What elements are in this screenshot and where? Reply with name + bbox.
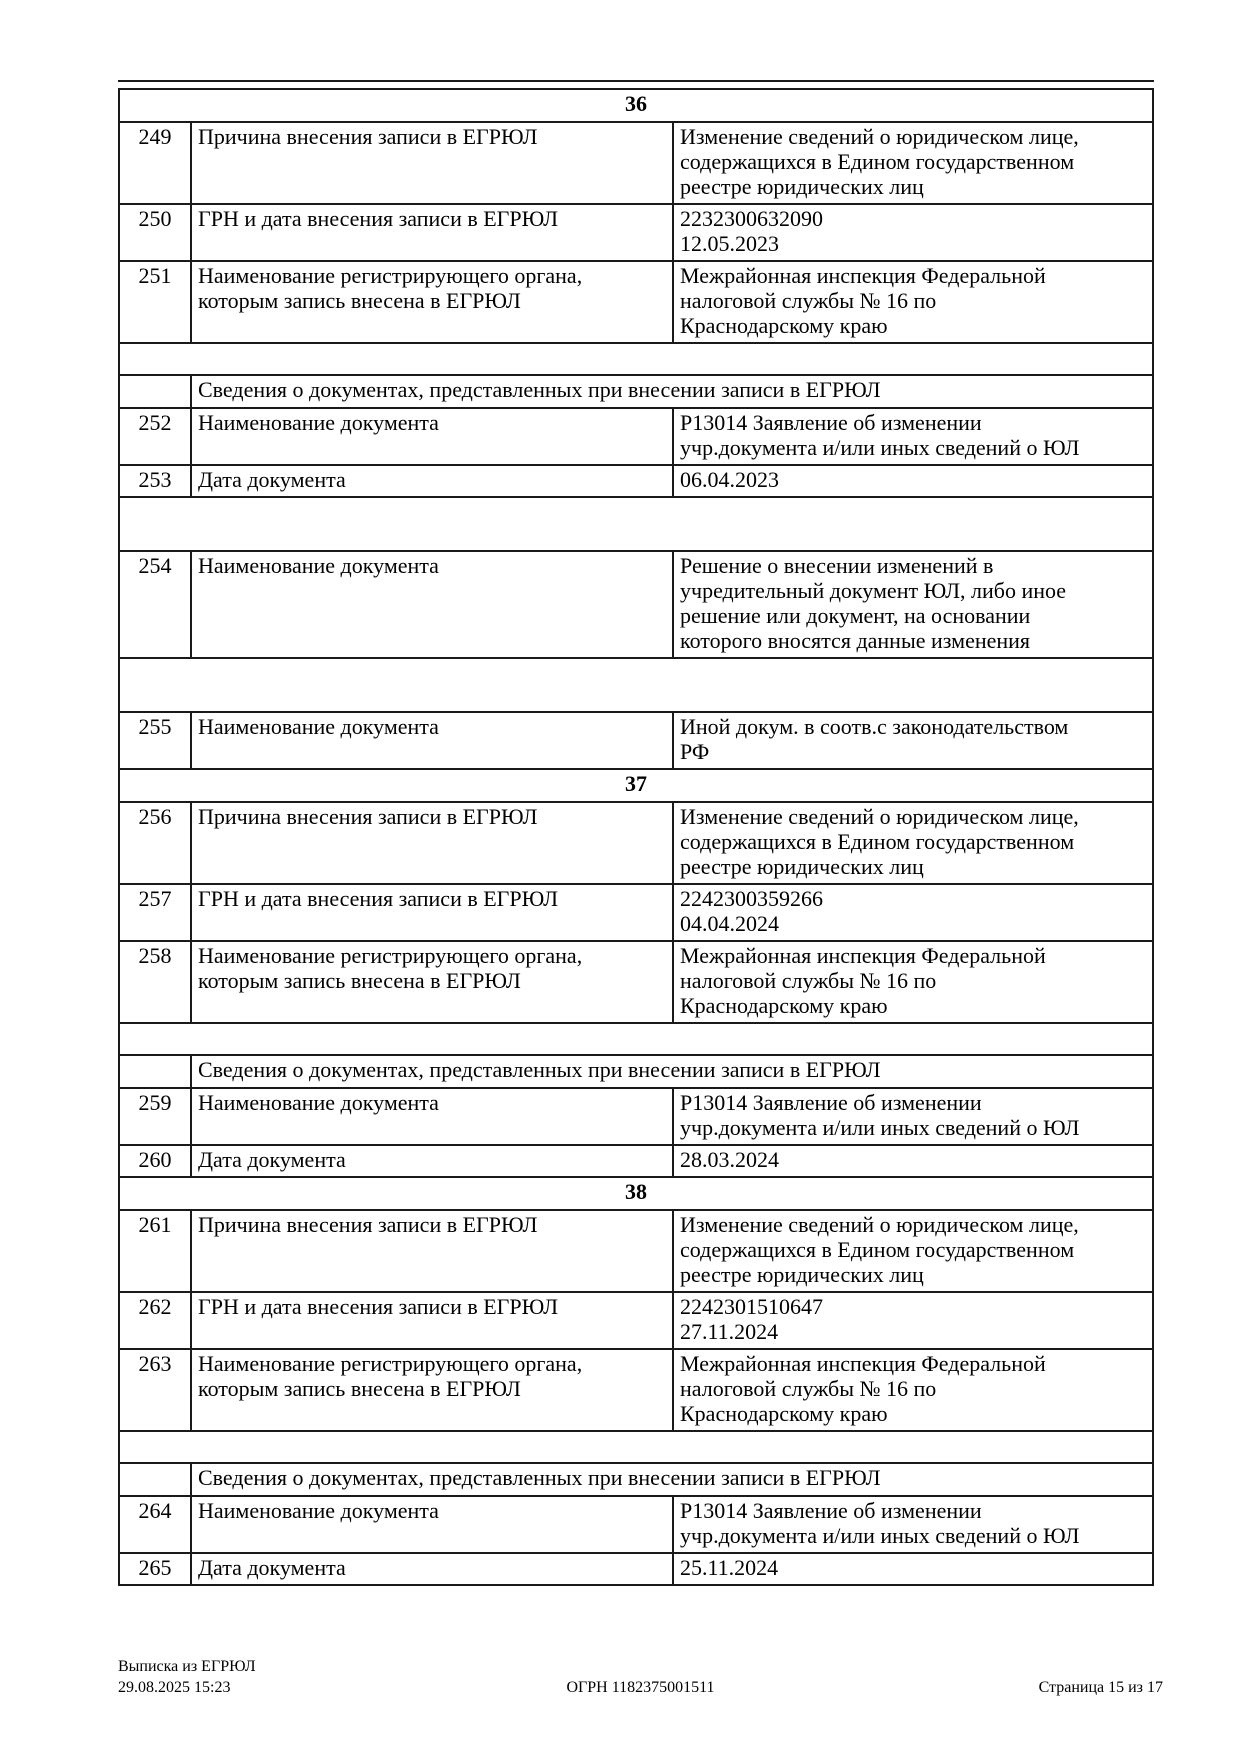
spacer-cell — [119, 343, 1153, 375]
row-label: Наименование регистрирующего органа, которым запись внесена в ЕГРЮЛ — [191, 261, 673, 343]
row-number: 264 — [119, 1496, 191, 1553]
row-number: 261 — [119, 1210, 191, 1292]
spacer-row — [119, 658, 1153, 712]
page-top-rule — [118, 80, 1154, 82]
subheader-label: Сведения о документах, представленных при внесении записи в ЕГРЮЛ — [191, 375, 1153, 408]
table-row-264 — [119, 1496, 1153, 1553]
section-number: 37 — [119, 769, 1153, 802]
row-value: Иной докум. в соотв.с законодательством РФ — [673, 712, 1153, 769]
row-label: Наименование документа — [191, 1496, 673, 1553]
section-header-row — [119, 89, 1153, 122]
row-label: Дата документа — [191, 1145, 673, 1177]
row-label: Причина внесения записи в ЕГРЮЛ — [191, 802, 673, 884]
row-number: 259 — [119, 1088, 191, 1145]
table-row-253 — [119, 465, 1153, 497]
row-label: ГРН и дата внесения записи в ЕГРЮЛ — [191, 204, 673, 261]
section-number: 38 — [119, 1177, 1153, 1210]
row-number: 252 — [119, 408, 191, 465]
row-label: Наименование регистрирующего органа, которым запись внесена в ЕГРЮЛ — [191, 1349, 673, 1431]
row-label: Наименование документа — [191, 408, 673, 465]
spacer-cell — [119, 658, 1153, 712]
row-label: Причина внесения записи в ЕГРЮЛ — [191, 122, 673, 204]
row-label: Причина внесения записи в ЕГРЮЛ — [191, 1210, 673, 1292]
row-value: 28.03.2024 — [673, 1145, 1153, 1177]
row-value: Межрайонная инспекция Федеральной налоговой службы № 16 по Краснодарскому краю — [673, 941, 1153, 1023]
row-number: 249 — [119, 122, 191, 204]
row-number: 260 — [119, 1145, 191, 1177]
row-number: 262 — [119, 1292, 191, 1349]
table-row-254 — [119, 551, 1153, 658]
row-number: 257 — [119, 884, 191, 941]
table-row-257 — [119, 884, 1153, 941]
row-label: Дата документа — [191, 465, 673, 497]
subheader-num-cell — [119, 1463, 191, 1496]
subheader-row — [119, 1463, 1153, 1496]
footer-datetime: 29.08.2025 15:23 — [118, 1679, 231, 1696]
row-value: 2232300632090 12.05.2023 — [673, 204, 1153, 261]
row-value: 2242301510647 27.11.2024 — [673, 1292, 1153, 1349]
row-label: ГРН и дата внесения записи в ЕГРЮЛ — [191, 884, 673, 941]
spacer-row — [119, 1023, 1153, 1055]
table-row-250 — [119, 204, 1153, 261]
page-footer — [118, 1656, 1163, 1698]
row-number: 253 — [119, 465, 191, 497]
footer-doc-title: Выписка из ЕГРЮЛ — [118, 1658, 256, 1675]
spacer-cell — [119, 1023, 1153, 1055]
footer-page-number: Страница 15 из 17 — [1038, 1679, 1163, 1696]
table-row-261 — [119, 1210, 1153, 1292]
spacer-row — [119, 343, 1153, 375]
row-label: Дата документа — [191, 1553, 673, 1585]
row-value: Изменение сведений о юридическом лице, содержащихся в Едином государственном реестре юридических лиц — [673, 802, 1153, 884]
footer-ogrn: ОГРН 1182375001511 — [566, 1679, 715, 1696]
egrul-table — [118, 88, 1154, 1586]
row-label: Наименование документа — [191, 551, 673, 658]
table-row-263 — [119, 1349, 1153, 1431]
table-row-265 — [119, 1553, 1153, 1585]
row-number: 258 — [119, 941, 191, 1023]
row-number: 251 — [119, 261, 191, 343]
table-row-260 — [119, 1145, 1153, 1177]
row-value: Р13014 Заявление об изменении учр.документа и/или иных сведений о ЮЛ — [673, 1088, 1153, 1145]
row-number: 254 — [119, 551, 191, 658]
table-row-258 — [119, 941, 1153, 1023]
subheader-num-cell — [119, 375, 191, 408]
row-number: 265 — [119, 1553, 191, 1585]
table-row-249 — [119, 122, 1153, 204]
row-label: Наименование документа — [191, 1088, 673, 1145]
table-row-262 — [119, 1292, 1153, 1349]
subheader-num-cell — [119, 1055, 191, 1088]
subheader-row — [119, 375, 1153, 408]
section-header-row — [119, 1177, 1153, 1210]
section-header-row — [119, 769, 1153, 802]
row-value: Р13014 Заявление об изменении учр.документа и/или иных сведений о ЮЛ — [673, 408, 1153, 465]
table-row-252 — [119, 408, 1153, 465]
row-value: Межрайонная инспекция Федеральной налоговой службы № 16 по Краснодарскому краю — [673, 1349, 1153, 1431]
row-number: 255 — [119, 712, 191, 769]
spacer-row — [119, 497, 1153, 551]
egrul-table-body — [119, 89, 1153, 1585]
row-value: 06.04.2023 — [673, 465, 1153, 497]
row-label: Наименование документа — [191, 712, 673, 769]
table-row-256 — [119, 802, 1153, 884]
table-row-255 — [119, 712, 1153, 769]
subheader-label: Сведения о документах, представленных при внесении записи в ЕГРЮЛ — [191, 1055, 1153, 1088]
row-value: 2242300359266 04.04.2024 — [673, 884, 1153, 941]
row-value: 25.11.2024 — [673, 1553, 1153, 1585]
row-number: 256 — [119, 802, 191, 884]
row-value: Межрайонная инспекция Федеральной налоговой службы № 16 по Краснодарскому краю — [673, 261, 1153, 343]
spacer-cell — [119, 497, 1153, 551]
row-number: 263 — [119, 1349, 191, 1431]
row-label: Наименование регистрирующего органа, которым запись внесена в ЕГРЮЛ — [191, 941, 673, 1023]
row-value: Решение о внесении изменений в учредительный документ ЮЛ, либо иное решение или документ, на основании которого вносятся данные изменения — [673, 551, 1153, 658]
subheader-row — [119, 1055, 1153, 1088]
row-value: Изменение сведений о юридическом лице, содержащихся в Едином государственном реестре юридических лиц — [673, 122, 1153, 204]
subheader-label: Сведения о документах, представленных при внесении записи в ЕГРЮЛ — [191, 1463, 1153, 1496]
row-number: 250 — [119, 204, 191, 261]
table-row-259 — [119, 1088, 1153, 1145]
spacer-cell — [119, 1431, 1153, 1463]
footer-left-block — [118, 1656, 1163, 1698]
section-number: 36 — [119, 89, 1153, 122]
spacer-row — [119, 1431, 1153, 1463]
table-row-251 — [119, 261, 1153, 343]
row-value: Изменение сведений о юридическом лице, содержащихся в Едином государственном реестре юридических лиц — [673, 1210, 1153, 1292]
row-value: Р13014 Заявление об изменении учр.документа и/или иных сведений о ЮЛ — [673, 1496, 1153, 1553]
row-label: ГРН и дата внесения записи в ЕГРЮЛ — [191, 1292, 673, 1349]
egrul-extract-page — [118, 80, 1154, 1586]
